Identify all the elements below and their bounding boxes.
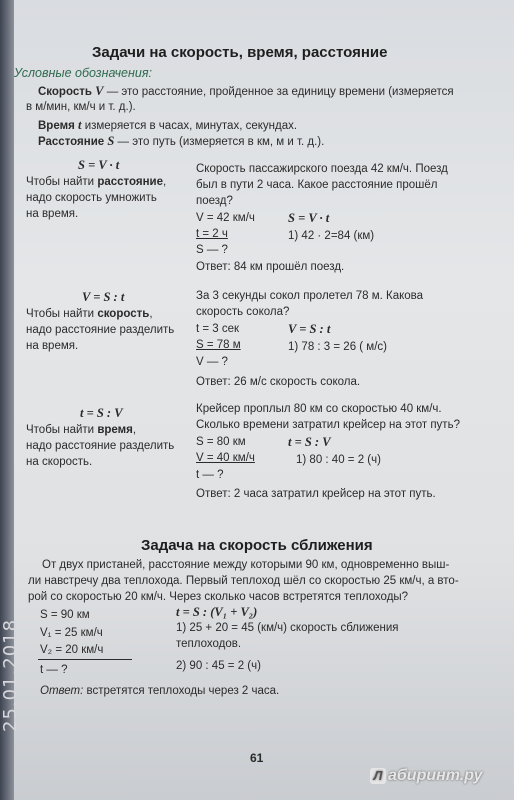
solution-step: 2) 90 : 45 = 2 (ч) (176, 660, 261, 672)
rule-text: на время. (26, 340, 79, 352)
solution-step: 1) 80 : 40 = 2 (ч) (296, 454, 381, 466)
rule-text: надо расстояние разделить (26, 440, 175, 452)
rule-formula: S = V · t (78, 158, 120, 172)
given-unknown: t — ? (40, 664, 68, 676)
solution-step: теплоходов. (176, 638, 242, 650)
given-value: V = 42 км/ч (196, 212, 255, 224)
given-unknown: S — ? (196, 244, 228, 256)
rule-text: на скорость. (26, 456, 93, 468)
problem-text: От двух пристаней, расстояние между которыми 90 км, одновременно выш- (42, 559, 450, 571)
date-stamp: 25.01.2018 (0, 618, 21, 732)
solution-formula: V = S : t (288, 322, 331, 336)
section-title: Задачи на скорость, время, расстояние (92, 44, 388, 61)
problem-text: был в пути 2 часа. Какое расстояние прошёл (196, 179, 438, 191)
legend-title: Условные обозначения: (14, 66, 152, 80)
given-unknown: V — ? (196, 356, 228, 368)
given-value: V₁ = 25 км/ч (40, 627, 103, 639)
problem-text: Сколько времени затратил крейсер на этот путь? (196, 419, 460, 431)
problem-text: Скорость пассажирского поезда 42 км/ч. Поезд (196, 163, 448, 175)
page-number: 61 (250, 751, 264, 765)
rule-text: Чтобы найти время, (26, 424, 137, 436)
given-divider (38, 659, 132, 660)
section-title: Задача на скорость сближения (141, 537, 373, 554)
rule-text: на время. (26, 208, 79, 220)
given-value: t = 3 сек (196, 323, 240, 335)
rule-text: надо расстояние разделить (26, 324, 175, 336)
rule-formula: t = S : V (80, 406, 123, 420)
solution-step: 1) 25 + 20 = 45 (км/ч) скорость сближения (176, 622, 399, 634)
problem-text: Крейсер проплыл 80 км со скоростью 40 км/ч. (196, 403, 442, 415)
solution-formula: t = S : (V₁ + V₂) (176, 605, 258, 619)
given-unknown: t — ? (196, 469, 224, 481)
solution-formula: S = V · t (288, 211, 330, 225)
problem-text: За 3 секунды сокол пролетел 78 м. Какова (196, 290, 424, 302)
answer: Ответ: 2 часа затратил крейсер на этот путь. (196, 488, 436, 500)
definition-time: Время t измеряется в часах, минутах, секундах. (38, 118, 298, 132)
answer: Ответ: 26 м/с скорость сокола. (196, 376, 361, 388)
problem-text: ли навстречу два теплохода. Первый теплоход шёл со скоростью 25 км/ч, а вто- (28, 575, 459, 587)
given-value: S = 80 км (196, 436, 246, 448)
answer: Ответ: встретятся теплоходы через 2 часа. (40, 685, 280, 697)
given-value: S = 78 м (196, 339, 241, 351)
definition-distance: Расстояние S — это путь (измеряется в км, м и т. д.). (38, 134, 325, 148)
problem-text: поезд? (196, 195, 233, 207)
solution-step: 1) 78 : 3 = 26 ( м/с) (288, 341, 387, 353)
answer: Ответ: 84 км прошёл поезд. (196, 261, 345, 273)
definition-speed-cont: в м/мин, км/ч и т. д.). (26, 101, 136, 113)
definition-speed: Скорость V — это расстояние, пройденное за единицу времени (измеряется (38, 84, 454, 98)
labirint-logo-icon: Л (370, 768, 386, 784)
solution-formula: t = S : V (288, 435, 331, 449)
watermark-logo: Л абиринт.ру (370, 767, 483, 785)
given-value: V = 40 км/ч (196, 452, 255, 464)
rule-formula: V = S : t (82, 290, 125, 304)
solution-step: 1) 42 · 2=84 (км) (288, 230, 375, 242)
rule-text: Чтобы найти расстояние, (26, 176, 167, 188)
problem-text: скорость сокола? (196, 306, 290, 318)
given-value: t = 2 ч (196, 228, 228, 240)
given-value: V₂ = 20 км/ч (40, 644, 104, 656)
given-value: S = 90 км (40, 609, 90, 621)
rule-text: Чтобы найти скорость, (26, 308, 153, 320)
rule-text: надо скорость умножить (26, 192, 157, 204)
problem-text: рой со скоростью 20 км/ч. Через сколько часов встретятся теплоходы? (28, 591, 409, 603)
